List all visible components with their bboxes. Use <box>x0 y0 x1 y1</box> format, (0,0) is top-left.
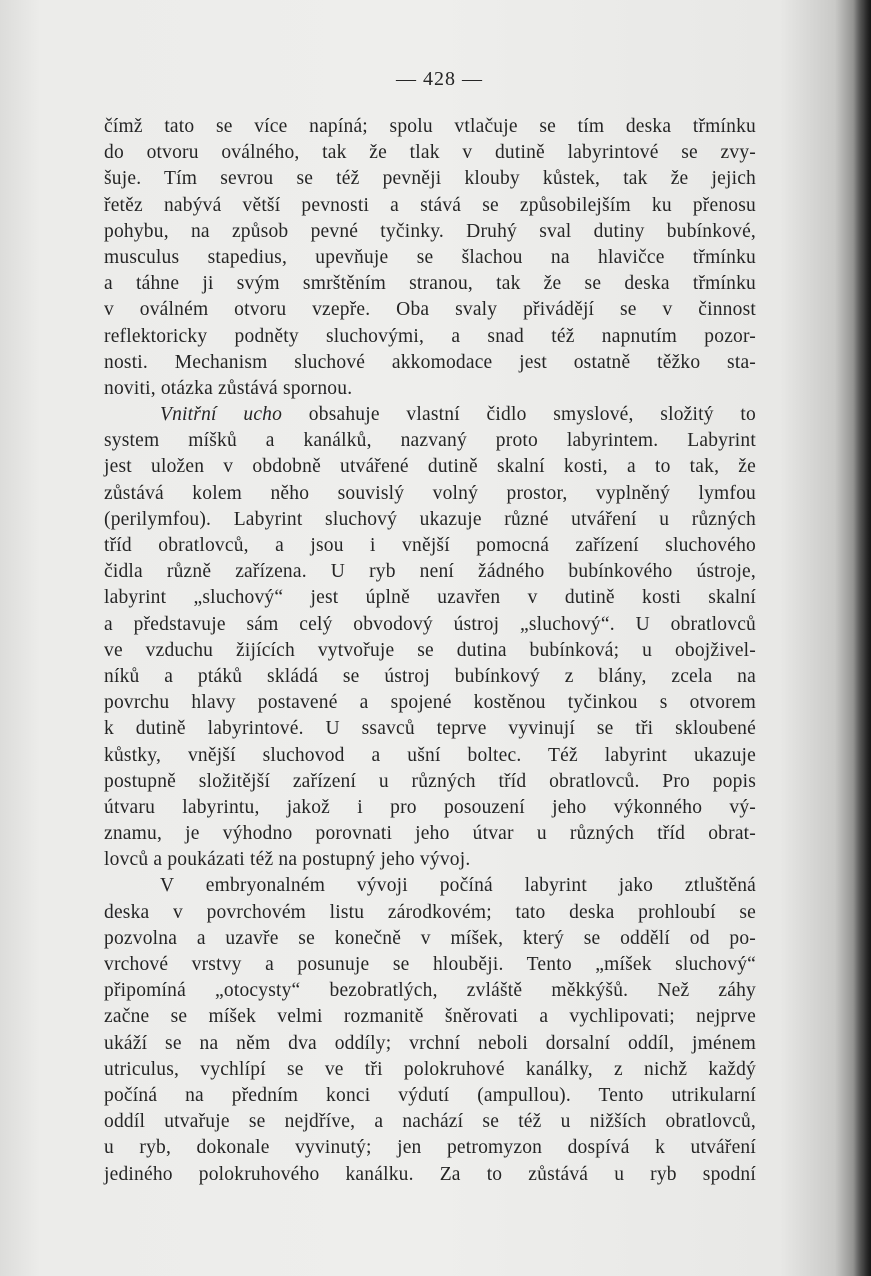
text-line: v oválném otvoru vzepře. Oba svaly přivádějí se v činnost <box>104 299 756 321</box>
text-line: začne se míšek velmi rozmanitě šněrovati a vychlipovati; nejprve <box>104 1006 756 1028</box>
text-line: musculus stapedius, upevňuje se šlachou na hlavičce třmínku <box>104 246 756 268</box>
text-line: čímž tato se více napíná; spolu vtlačuje se tím deska třmínku <box>104 116 756 137</box>
paragraph-first-line <box>104 402 756 428</box>
text-line: vrchové vrstvy a posunuje se hlouběji. Tento „míšek sluchový“ <box>104 954 756 975</box>
text-line: deska v povrchovém listu zárodkovém; tato deska prohloubí se <box>104 901 756 923</box>
body-text <box>104 114 756 1188</box>
text-line: (perilymfou). Labyrint sluchový ukazuje různé utváření u různých <box>104 508 756 530</box>
text-line: a představuje sám celý obvodový ústroj „sluchový“. U obratlovců <box>104 613 756 635</box>
text-line: níků a ptáků skládá se ústroj bubínkový z blány, zcela na <box>104 665 756 687</box>
text-line: šuje. Tím sevrou se též pevněji klouby kůstek, tak že jejich <box>104 168 756 190</box>
text-line: pohybu, na způsob pevné tyčinky. Druhý sval dutiny bubínkové, <box>104 220 756 242</box>
text-line: znamu, je výhodno porovnati jeho útvar u různých tříd obrat- <box>104 823 756 845</box>
text-line: labyrint „sluchový“ jest úplně uzavřen v dutině kosti skalní <box>104 587 756 609</box>
text-line: ukáží se na něm dva oddíly; vrchní neboli dorsalní oddíl, jménem <box>104 1032 756 1054</box>
page-number <box>0 68 871 91</box>
text-line: počíná na předním konci výdutí (ampullou). Tento utrikularní <box>104 1084 756 1106</box>
text-line: do otvoru oválného, tak že tlak v dutině labyrintové se zvy- <box>104 142 756 164</box>
paragraph-first-line: V embryonalném vývoji počíná labyrint jako ztluštěná <box>160 875 756 897</box>
text-line: reflektoricky podněty sluchovými, a snad též napnutím pozor- <box>104 325 756 347</box>
text-line: kůstky, vnější sluchovod a ušní boltec. Též labyrint ukazuje <box>104 744 756 766</box>
text-line: nosti. Mechanism sluchové akkomodace jest ostatně těžko sta- <box>104 351 756 373</box>
text-line: k dutině labyrintové. U ssavců teprve vyvinují se tři skloubené <box>104 718 756 740</box>
text-line: připomíná „otocysty“ bezobratlých, zvláště měkkýšů. Než záhy <box>104 980 756 1002</box>
text-line: a táhne ji svým smrštěním stranou, tak že se deska třmínku <box>104 273 756 295</box>
text-line: zůstává kolem něho souvislý volný prostor, vyplněný lymfou <box>104 482 756 504</box>
text-line: útvaru labyrintu, jakož i pro posouzení jeho výkonného vý- <box>104 796 756 818</box>
text-line: tříd obratlovců, a jsou i vnější pomocná zařízení sluchového <box>104 535 756 556</box>
binding-shadow <box>853 0 871 1276</box>
page-number-text: — 428 — <box>396 68 483 90</box>
emphasis-term: Vnitřní ucho <box>160 404 283 426</box>
text-line: oddíl utvařuje se nejdříve, a nachází se též u nižších obratlovců, <box>104 1111 756 1133</box>
text-line: povrchu hlavy postavené a spojené kostěnou tyčinkou s otvorem <box>104 692 756 714</box>
text-line: ve vzduchu žijících vytvořuje se dutina bubínková; u obojživel- <box>104 639 756 661</box>
text-line: noviti, otázka zůstává spornou. <box>104 377 353 399</box>
text-line: čidla různě zařízena. U ryb není žádného bubínkového ústroje, <box>104 561 756 583</box>
text-line: pozvolna a uzavře se konečně v míšek, který se oddělí od po- <box>104 927 756 949</box>
text-line: jediného polokruhového kanálku. Za to zůstává u ryb spodní <box>104 1163 756 1185</box>
text-line: jest uložen v obdobně utvářené dutině skalní kosti, a to tak, že <box>104 456 756 478</box>
text-line: system míšků a kanálků, nazvaný proto labyrintem. Labyrint <box>104 430 756 452</box>
text-line: lovců a poukázati též na postupný jeho vývoj. <box>104 849 471 871</box>
text-line: řetěz nabývá větší pevnosti a stává se způsobilejším ku přenosu <box>104 194 756 216</box>
text-fragment: obsahuje vlastní čidlo smyslové, složitý to <box>308 404 756 426</box>
text-line: postupně složitější zařízení u různých tříd obratlovců. Pro popis <box>104 770 756 792</box>
text-line: u ryb, dokonale vyvinutý; jen petromyzon dospívá k utváření <box>104 1137 756 1159</box>
text-line: utriculus, vychlípí se ve tři polokruhové kanálky, z nichž každý <box>104 1058 756 1080</box>
